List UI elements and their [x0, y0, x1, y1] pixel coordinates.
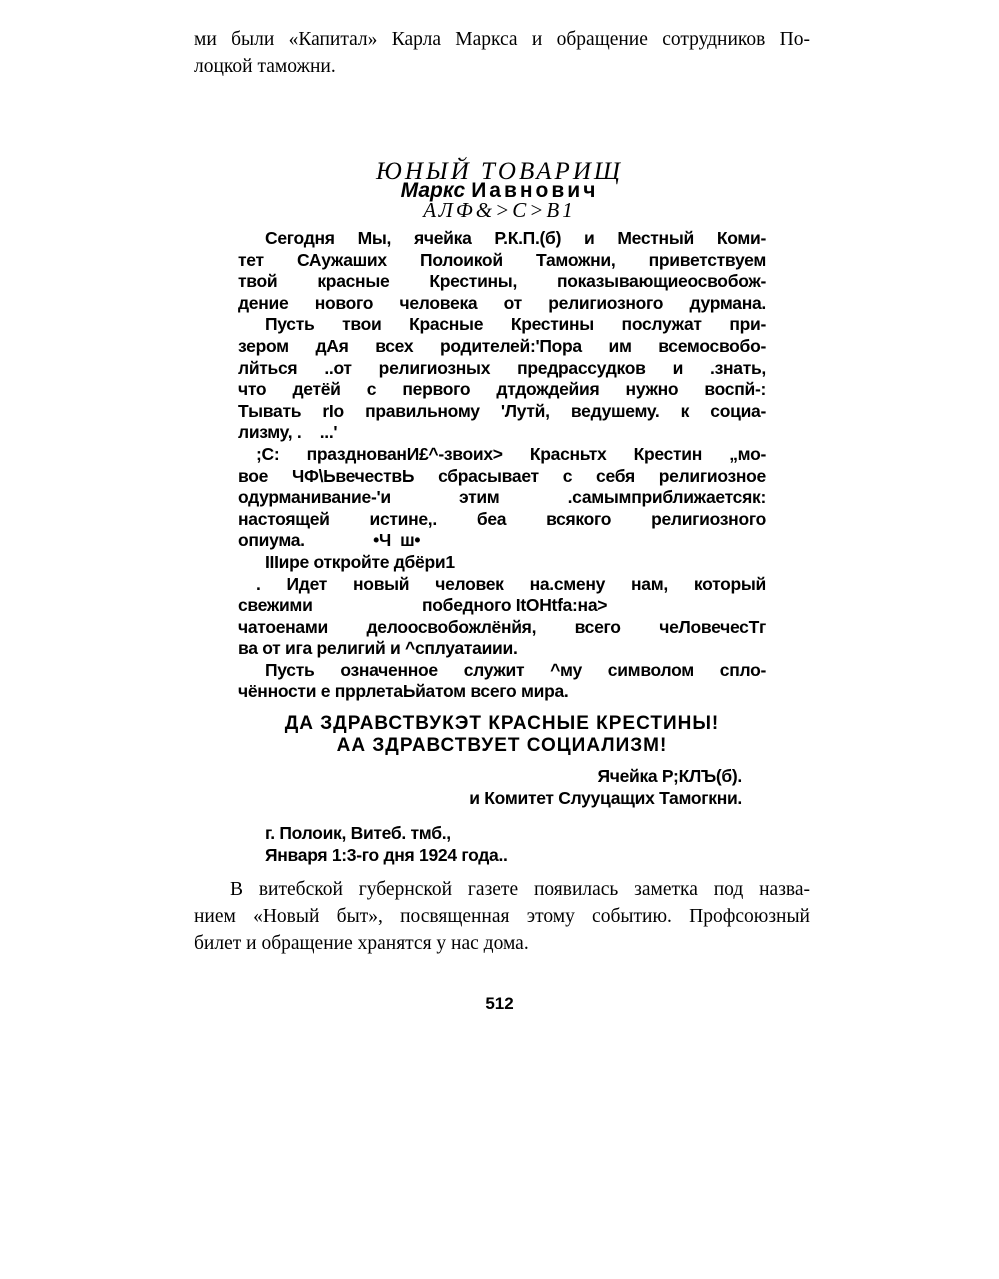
body-line: одурманивание-'и этим .самымприближаетсяк:: [238, 487, 766, 508]
slogan-line: АА ЗДРАВСТВУЕТ СОЦИАЛИЗМ!: [336, 734, 668, 756]
text-line: В витебской губернской газете появилась заметка под назва-: [230, 879, 810, 900]
body-line: вое ЧФ\ЬвечествЬ сбрасывает с себя религиозное: [238, 465, 766, 486]
body-line: зером дАя всех родителей:'Пора им всемосвобо-: [238, 335, 766, 356]
place-date-line: г. Полоик, Витеб. тмб.,: [265, 823, 451, 844]
document-body: [238, 228, 766, 867]
body-line: Пусть твои Красные Крестины послужат при-: [265, 314, 766, 335]
signature-line: Ячейка Р;КЛЪ(б).: [597, 766, 742, 787]
text-line: ми были «Капитал» Карла Маркса и обращение сотрудников По-: [194, 29, 810, 50]
place-date-line: Января 1:3-го дня 1924 года..: [265, 845, 508, 866]
spacer: [238, 809, 766, 823]
text-line: нием «Новый быт», посвященная этому событию. Профсоюзный: [194, 906, 810, 927]
name-first: Маркс: [400, 179, 466, 202]
spacer: [238, 756, 766, 766]
body-line: чатоенами делоосвобожлёнйя, всего чеЛовечесТг: [238, 616, 766, 637]
body-line: тет САужаших Полоикой Таможни, приветствуем: [238, 249, 766, 270]
body-line: . Идет новый человек на.смену нам, который: [256, 573, 766, 594]
body-line: IIIире откройте дбёри1: [265, 551, 455, 572]
name-second: Иавнович: [471, 179, 599, 202]
body-line: чённости е пррлетаЬйатом всего мира.: [238, 681, 569, 702]
body-line: свежими победного ItOHtfa:на>: [238, 595, 608, 616]
body-line: лйться ..от религиозных предрассудков и .знать,: [238, 357, 766, 378]
body-line: ва от ига религий и ^сплуатаиии.: [238, 638, 518, 659]
bottom-paragraph: [194, 876, 810, 957]
body-line: твой красные Крестины, показывающиеосвобож-: [238, 271, 766, 292]
body-line: Пусть означенное служит ^му символом спло-: [265, 659, 766, 680]
document-code: АЛФ&>С>В1: [423, 198, 576, 222]
body-line: ;С: празднованИ£^-звоих> Красньтх Крестин „мо-: [256, 443, 766, 464]
document-title: ЮНЫЙ ТОВАРИЩ: [376, 158, 623, 185]
top-paragraph: [194, 26, 810, 80]
slogan-line: ДА ЗДРАВСТВУКЭТ КРАСНЫЕ КРЕСТИНЫ!: [284, 713, 720, 735]
signature-line: и Комитет Слууцащих Тамогкни.: [469, 787, 742, 808]
body-line: что детёй с первого дтдождейия нужно воспй-:: [238, 379, 766, 400]
page-number: 512: [485, 994, 514, 1013]
body-line: дение нового человека от религиозного дурмана.: [238, 292, 766, 313]
spacer: [238, 703, 766, 713]
body-line: лизму, . ...': [238, 422, 338, 443]
text-line: лоцкой таможни.: [194, 56, 336, 77]
body-line: опиума. •Ч ш•: [238, 530, 421, 551]
text-line: билет и обращение хранятся у нас дома.: [194, 933, 529, 954]
body-line: настоящей истине,. беа всякого религиозного: [238, 508, 766, 529]
body-line: Тывать rIо правильному 'Лутй, ведушему. к социа-: [238, 400, 766, 421]
body-line: Сегодня Мы, ячейка Р.К.П.(б) и Местный Коми-: [265, 228, 766, 248]
